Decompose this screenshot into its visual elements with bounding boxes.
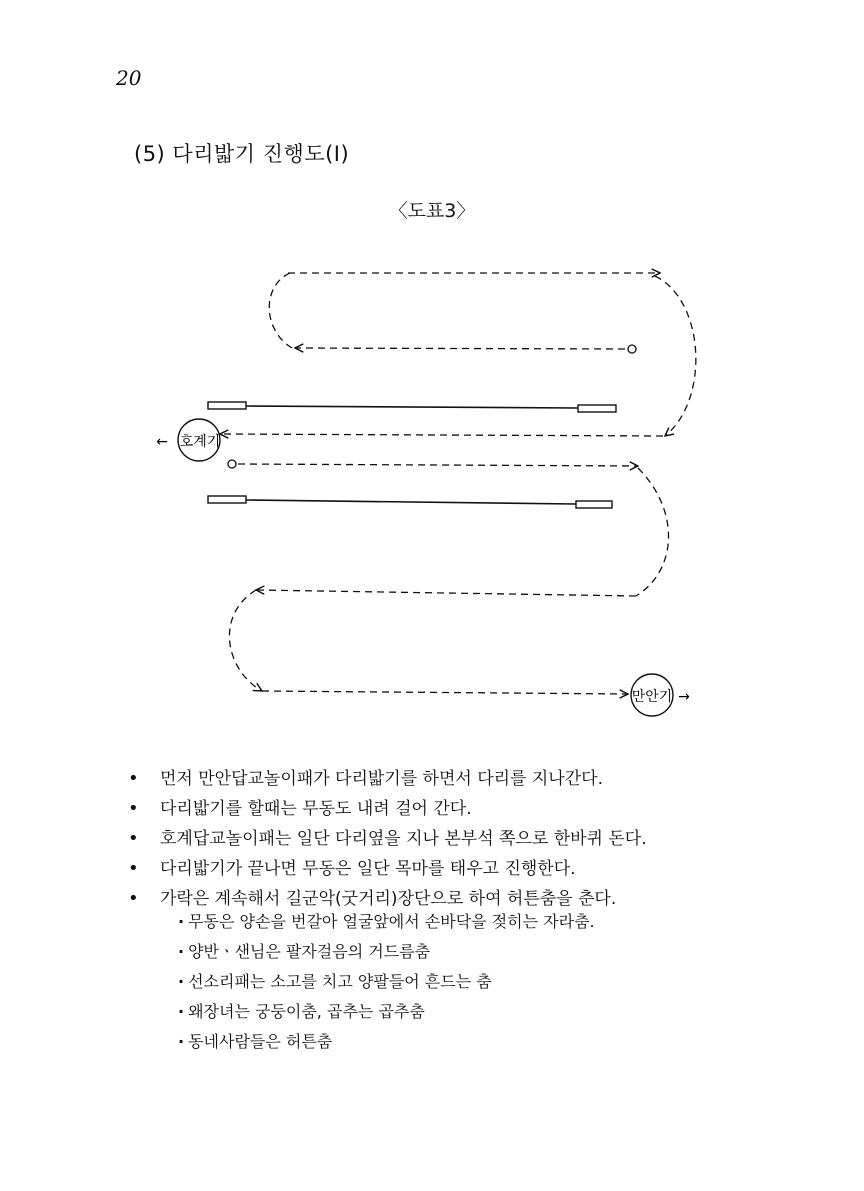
bridge-upper <box>208 402 616 412</box>
path-return-line <box>295 348 625 349</box>
section-title: (5) 다리밟기 진행도(I) <box>134 142 350 166</box>
hogye-arrow: ← <box>156 434 168 450</box>
start-marker-top <box>628 345 636 353</box>
path-between-bridges <box>220 434 663 436</box>
manan-flag-label: 만안기 <box>631 689 673 705</box>
path-second-line <box>238 464 638 466</box>
page-number: 20 <box>116 66 142 90</box>
dance-list <box>178 907 595 1057</box>
path-right-curve <box>655 276 696 436</box>
path-second-right-curve <box>636 468 669 596</box>
manan-arrow: → <box>678 689 690 705</box>
dance-item: · 왜장녀는 궁둥이춤, 곱추는 곱추춤 <box>178 997 595 1027</box>
dance-item: · 선소리패는 소고를 치고 양팔들어 흔드는 춤 <box>178 967 595 997</box>
figure-caption: 〈도표3〉 <box>388 200 476 222</box>
hogye-flag-group <box>156 419 220 461</box>
start-marker-mid <box>228 460 236 468</box>
bullet-item: • 호계답교놀이패는 일단 다리옆을 지나 본부석 쪽으로 한바퀴 돈다. <box>128 824 748 854</box>
dance-item: · 동네사람들은 허튼춤 <box>178 1027 595 1057</box>
bullet-list <box>128 764 748 914</box>
bullet-item: • 가락은 계속해서 길군악(굿거리)장단으로 하여 허튼춤을 춘다. <box>128 884 748 914</box>
path-bottom-line <box>262 691 628 694</box>
bridge-lower <box>208 496 612 508</box>
hogye-flag-label: 호계기 <box>179 434 221 450</box>
path-top-left-curve <box>269 273 292 348</box>
bullet-item: • 먼저 만안답교놀이패가 다리밟기를 하면서 다리를 지나간다. <box>128 764 748 794</box>
bullet-item: • 다리밟기가 끝나면 무동은 일단 목마를 태우고 진행한다. <box>128 854 748 884</box>
dance-item: · 양반ㆍ샌님은 팔자걸음의 거드름춤 <box>178 937 595 967</box>
dance-item: · 무동은 양손을 번갈아 얼굴앞에서 손바닥을 젖히는 자라춤. <box>178 907 595 937</box>
path-third-line <box>256 590 636 596</box>
bullet-item: • 다리밟기를 할때는 무동도 내려 걸어 간다. <box>128 794 748 824</box>
path-left-curve <box>229 590 262 691</box>
manan-flag-group <box>631 674 690 716</box>
